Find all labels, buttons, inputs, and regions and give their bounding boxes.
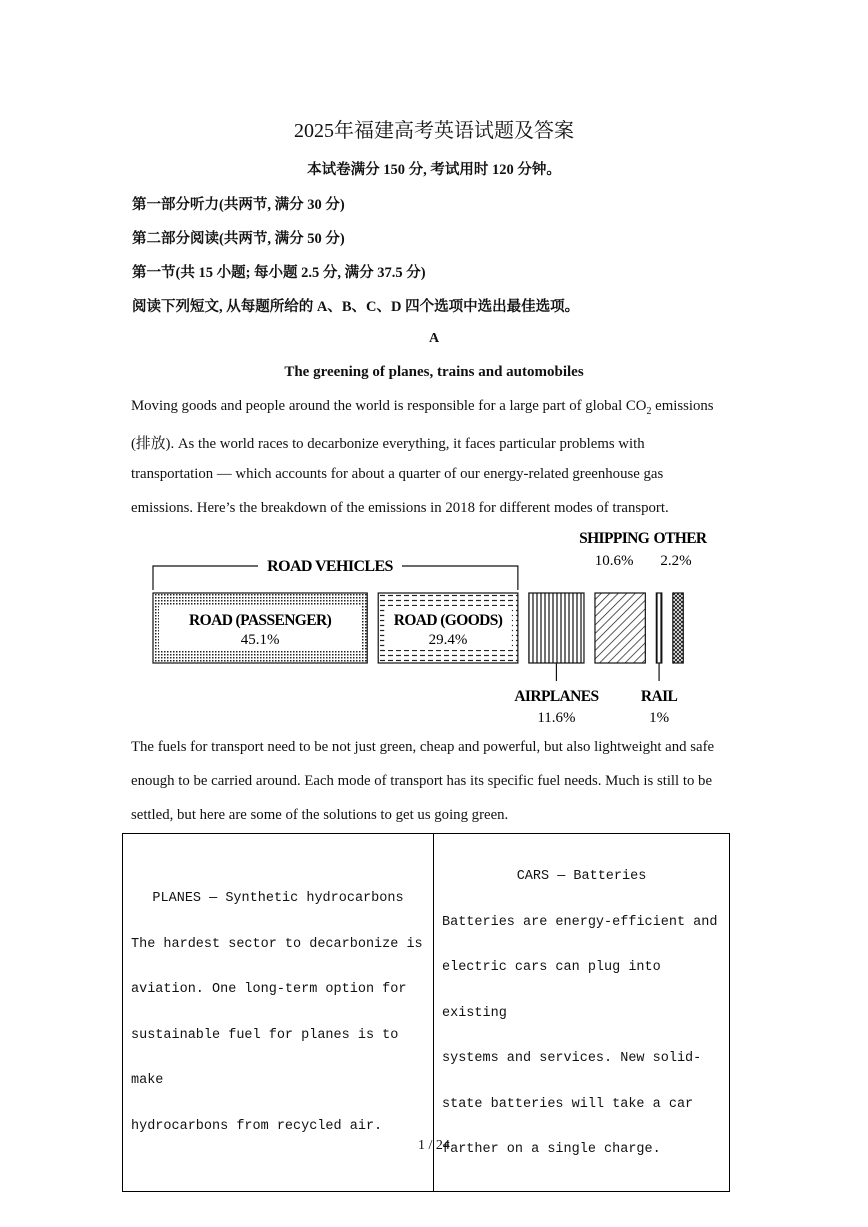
road-passenger-value: 45.1% [240,632,280,648]
cars-heading: CARS — Batteries [516,869,647,884]
planes-line: The hardest sector to decarbonize is [131,936,423,952]
paragraph-2-line-1: The fuels for transport need to be not just green, cheap and powerful, but also lightweight and safe [131,739,715,755]
cars-line: Batteries are energy-efficient and [442,914,718,930]
planes-heading: PLANES — Synthetic hydrocarbons [152,891,404,906]
cars-line: systems and services. New solid- [442,1051,702,1066]
road-goods-label: ROAD (GOODS) [393,612,503,629]
rail-value: 1% [649,710,670,726]
cars-line: farther on a single charge. [442,1142,661,1157]
passage-label: A [428,331,440,346]
road-vehicles-label: ROAD VEHICLES [267,558,393,575]
road-goods-value: 29.4% [428,632,468,648]
section-1-heading: 第一节(共 15 小题; 每小题 2.5 分, 满分 37.5 分) [132,265,426,281]
planes-line: hydrocarbons from recycled air. [131,1118,383,1134]
other-bar [673,593,683,663]
road-passenger-label: ROAD (PASSENGER) [189,612,332,629]
airplanes-value: 11.6% [537,710,576,726]
co2-subscript: 2 [646,405,652,417]
airplanes-label: AIRPLANES [514,688,599,705]
planes-line: sustainable fuel for planes is to make [131,1027,399,1088]
p1-text-b: emissions [651,398,714,414]
exam-info: 本试卷满分 150 分, 考试用时 120 分钟。 [307,162,561,178]
part-1-heading: 第一部分听力(共两节, 满分 30 分) [132,197,345,213]
paragraph-1-line-4: emissions. Here’s the breakdown of the emissions in 2018 for different modes of transport. [131,500,669,516]
page-number: 1 / 24 [418,1138,450,1153]
instruction: 阅读下列短文, 从每题所给的 A、B、C、D 四个选项中选出最佳选项。 [132,299,580,315]
part-2-heading: 第二部分阅读(共两节, 满分 50 分) [132,231,345,247]
rail-bar [656,593,662,663]
chart-layer [153,530,708,726]
airplanes-bar [529,593,584,663]
shipping-label: SHIPPING [579,530,650,547]
paragraph-1-line-1 [131,398,741,417]
planes-line: aviation. One long-term option for [131,982,407,997]
paragraph-2-line-3: settled, but here are some of the solutions to get us going green. [131,807,509,823]
other-value: 2.2% [660,553,692,569]
passage-title: The greening of planes, trains and automobiles [284,364,584,380]
cars-line: state batteries will take a car [442,1096,694,1112]
shipping-bar [595,593,645,663]
emissions-chart [140,528,740,733]
p1-text-a: Moving goods and people around the world is responsible for a large part of global CO [131,398,647,414]
cars-line: electric cars can plug into existing [442,960,661,1021]
other-label: OTHER [653,530,707,547]
paragraph-1-line-3: transportation — which accounts for about a quarter of our energy-related greenhouse gas [131,466,664,482]
document-title: 2025年福建高考英语试题及答案 [294,120,574,142]
rail-label: RAIL [640,688,678,705]
paragraph-1-line-2: (排放). As the world races to decarbonize everything, it faces particular problems with [131,436,645,452]
planes-cell-content [123,834,433,1167]
shipping-value: 10.6% [594,553,634,569]
paragraph-2-line-2: enough to be carried around. Each mode of transport has its specific fuel needs. Much is still to be [131,773,713,789]
